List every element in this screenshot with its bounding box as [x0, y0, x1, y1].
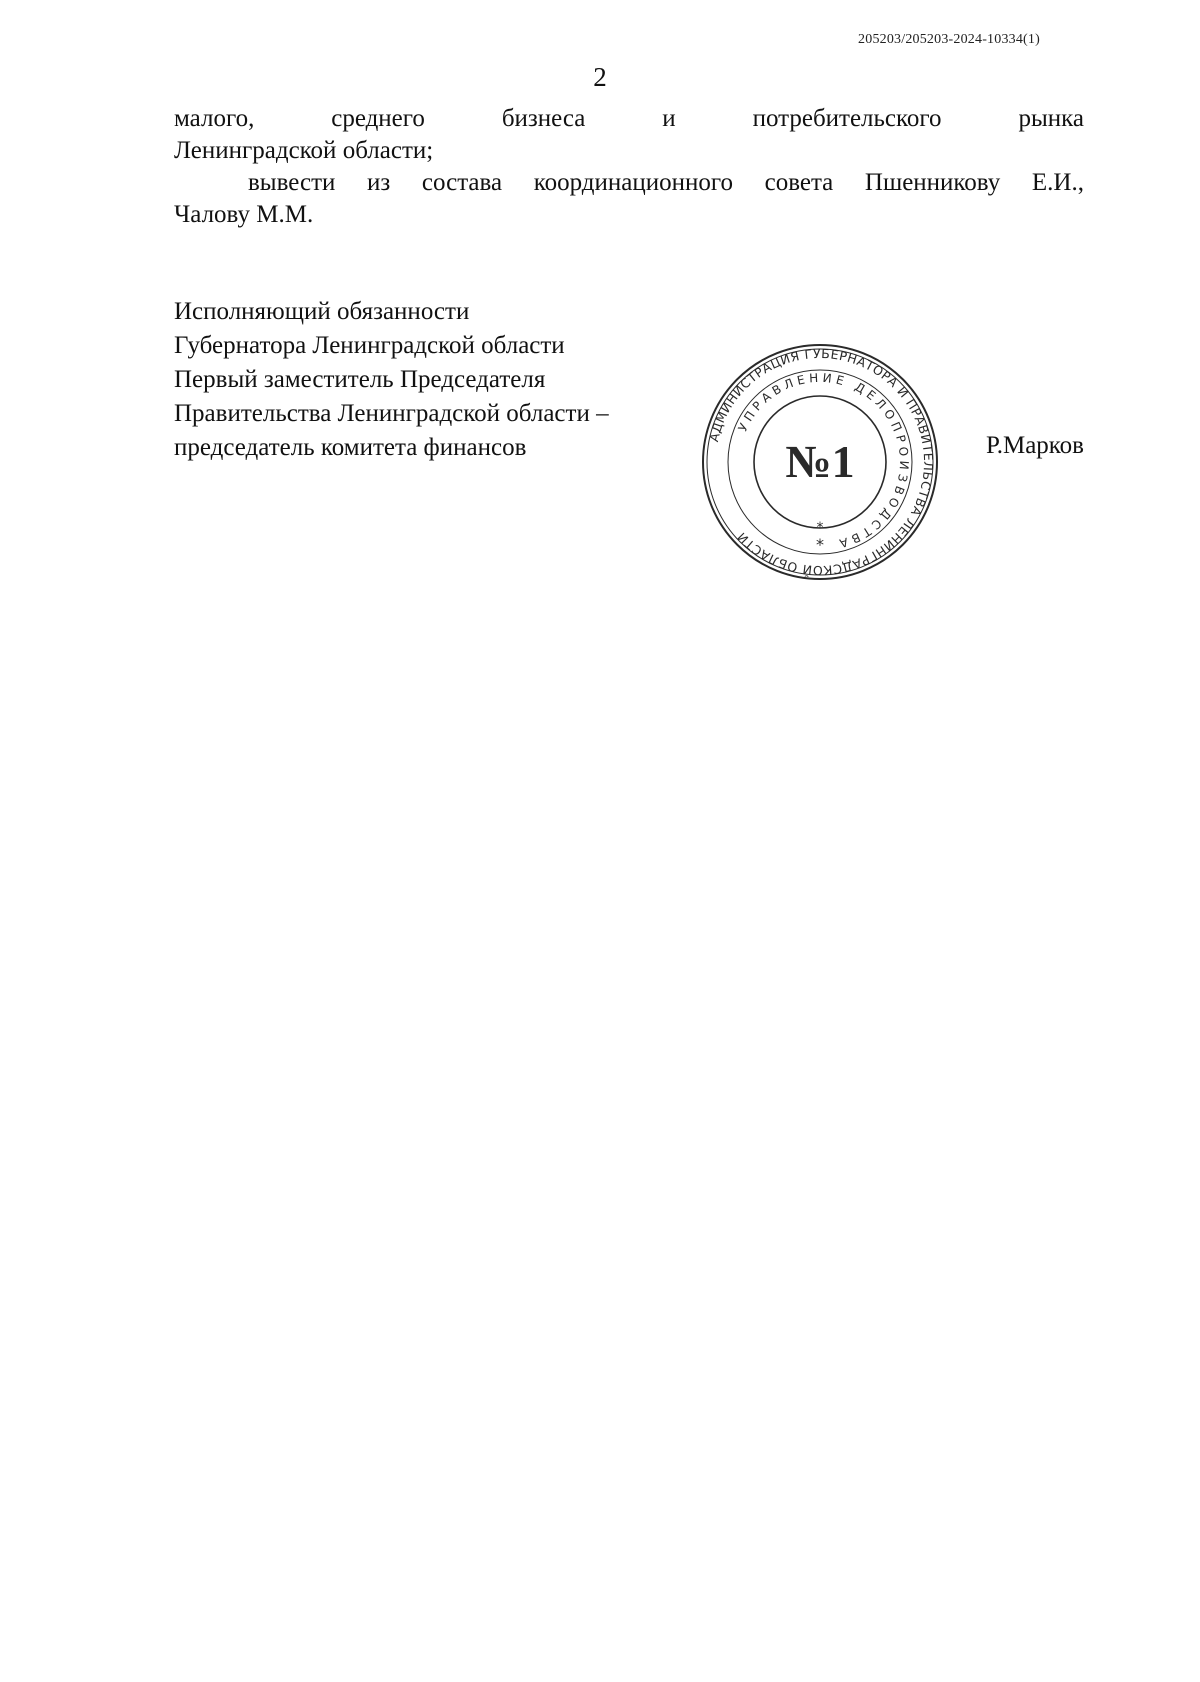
word: бизнеса — [501, 105, 586, 132]
signatory-title-line: Исполняющий обязанности — [174, 298, 470, 325]
word: малого, — [174, 105, 255, 132]
word: координационного — [533, 169, 733, 196]
paragraph-2-line-2: Чалову М.М. — [174, 201, 314, 228]
word: среднего — [331, 105, 425, 132]
signatory-title-line: Правительства Ленинградской области – — [174, 400, 609, 427]
word: Е.И., — [1031, 169, 1084, 196]
seal-outer-text: АДМИНИСТРАЦИЯ ГУБЕРНАТОРА И ПРАВИТЕЛЬСТВА ЛЕНИНГРАДСКОЙ ОБЛАСТИ — [706, 345, 937, 579]
page-number: 2 — [593, 62, 607, 92]
word: рынка — [1018, 105, 1084, 132]
word: совета — [764, 169, 834, 196]
signatory-title-line: председатель комитета финансов — [174, 434, 527, 461]
word: Пшенникову — [864, 169, 1001, 196]
paragraph-2-line-1 — [174, 167, 1084, 199]
seal-inner-text: УПРАВЛЕНИЕ ДЕЛОПРОИЗВОДСТВА — [735, 370, 912, 552]
signatory-title-line: Первый заместитель Председателя — [174, 366, 546, 393]
official-seal — [700, 342, 940, 582]
seal-center-number: №1 — [785, 436, 855, 487]
paragraph-1-line-1 — [174, 103, 1084, 135]
signatory-name: Р.Марков — [985, 432, 1084, 459]
seal-star-bottom: * — [816, 535, 824, 554]
word: из — [367, 169, 391, 196]
body-text — [174, 103, 1084, 231]
paragraph-1-line-2: Ленинградской области; — [174, 137, 434, 164]
registration-number: 205203/205203-2024-10334(1) — [858, 32, 1040, 47]
word: вывести — [248, 169, 336, 196]
seal-graphic — [700, 342, 940, 582]
word: и — [662, 105, 676, 132]
signatory-title-block — [174, 295, 609, 465]
word: потребительского — [752, 105, 942, 132]
word: состава — [421, 169, 503, 196]
signatory-title-line: Губернатора Ленинградской области — [174, 332, 565, 359]
seal-star-inner: * — [816, 520, 824, 536]
